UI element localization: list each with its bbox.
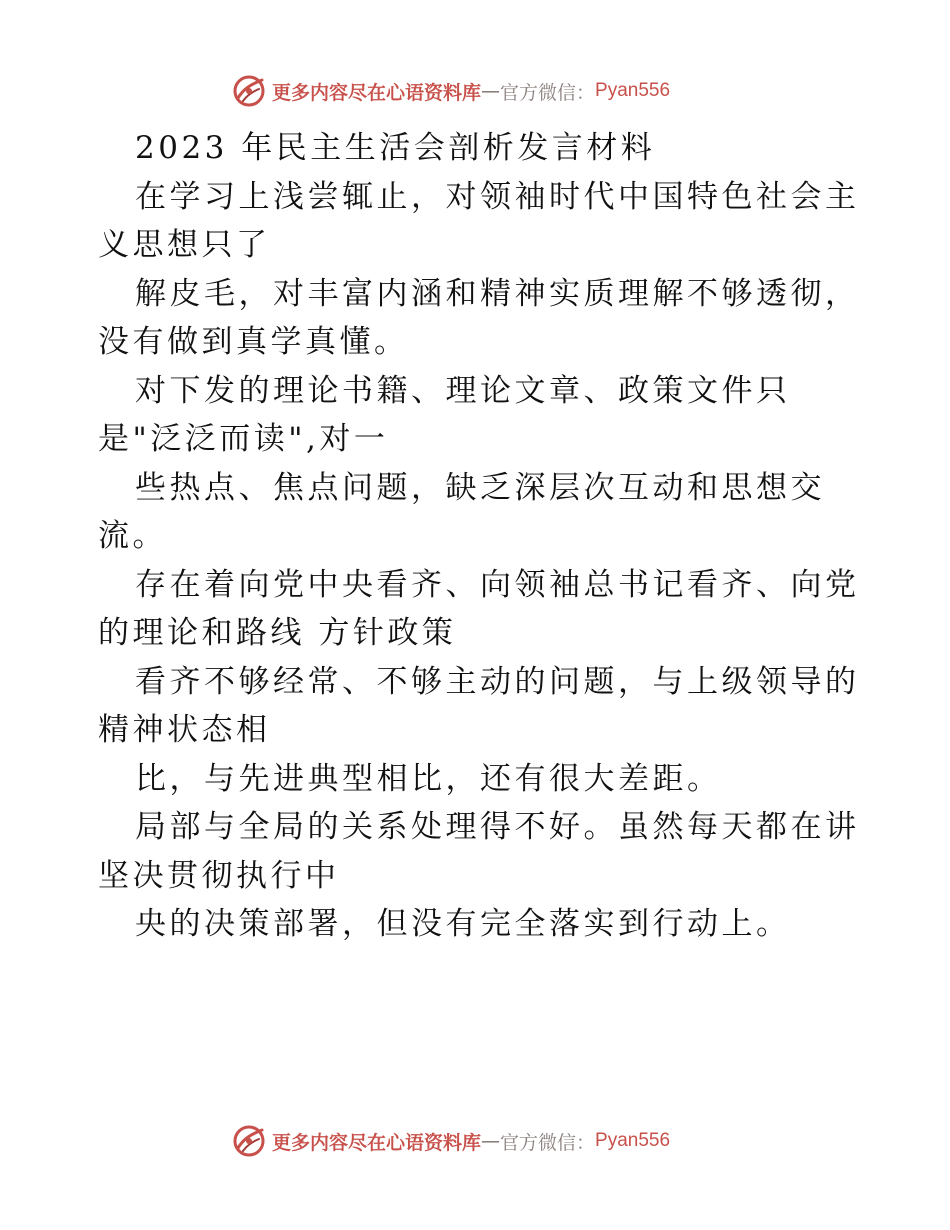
text-line: 对下发的理论书籍、理论文章、政策文件只 <box>135 372 791 409</box>
brand-text: 更多内容尽在心语资料库 <box>272 1131 482 1154</box>
wechat-label: 官方微信： <box>500 1131 596 1154</box>
text-line: 比，与先进典型相比，还有很大差距。 <box>135 760 722 797</box>
brush-stroke-seal-icon <box>232 1124 266 1158</box>
text-line: 在学习上浅尝辄止，对领袖时代中国特色社会主 <box>135 178 860 215</box>
text-line: 义思想只了 <box>98 227 271 263</box>
text-line: 流。 <box>98 518 167 554</box>
text-line: 坚决贯彻执行中 <box>98 857 340 894</box>
brush-stroke-seal-icon <box>232 74 266 108</box>
footer-watermark-banner <box>232 1121 670 1161</box>
text-line: 局部与全局的关系处理得不好。虽然每天都在讲 <box>135 809 860 845</box>
text-line: 存在着向党中央看齐、向领袖总书记看齐、向党 <box>135 566 860 603</box>
text-line: 些热点、焦点问题，缺乏深层次互动和思想交 <box>135 469 825 506</box>
text-line: 的理论和路线 方针政策 <box>98 615 457 651</box>
brand-text: 更多内容尽在心语资料库 <box>272 81 482 104</box>
text-line: 央的决策部署，但没有完全落实到行动上。 <box>135 906 791 942</box>
text-line: 看齐不够经常、不够主动的问题，与上级领导的 <box>135 663 860 700</box>
document-title: 2023 年民主生活会剖析发言材料 <box>135 130 656 166</box>
text-line: 是"泛泛而读",对一 <box>98 421 389 457</box>
text-line: 没有做到真学真懂。 <box>98 324 409 360</box>
banner-dash: — <box>481 80 501 102</box>
document-body <box>98 124 858 949</box>
banner-dash: — <box>481 1130 501 1152</box>
wechat-label: 官方微信： <box>500 81 596 104</box>
text-line: 精神状态相 <box>98 712 271 748</box>
wechat-id: Pyan556 <box>595 1130 671 1151</box>
wechat-id: Pyan556 <box>595 80 671 101</box>
text-line: 解皮毛，对丰富内涵和精神实质理解不够透彻， <box>135 275 860 312</box>
header-watermark-banner <box>232 71 670 111</box>
